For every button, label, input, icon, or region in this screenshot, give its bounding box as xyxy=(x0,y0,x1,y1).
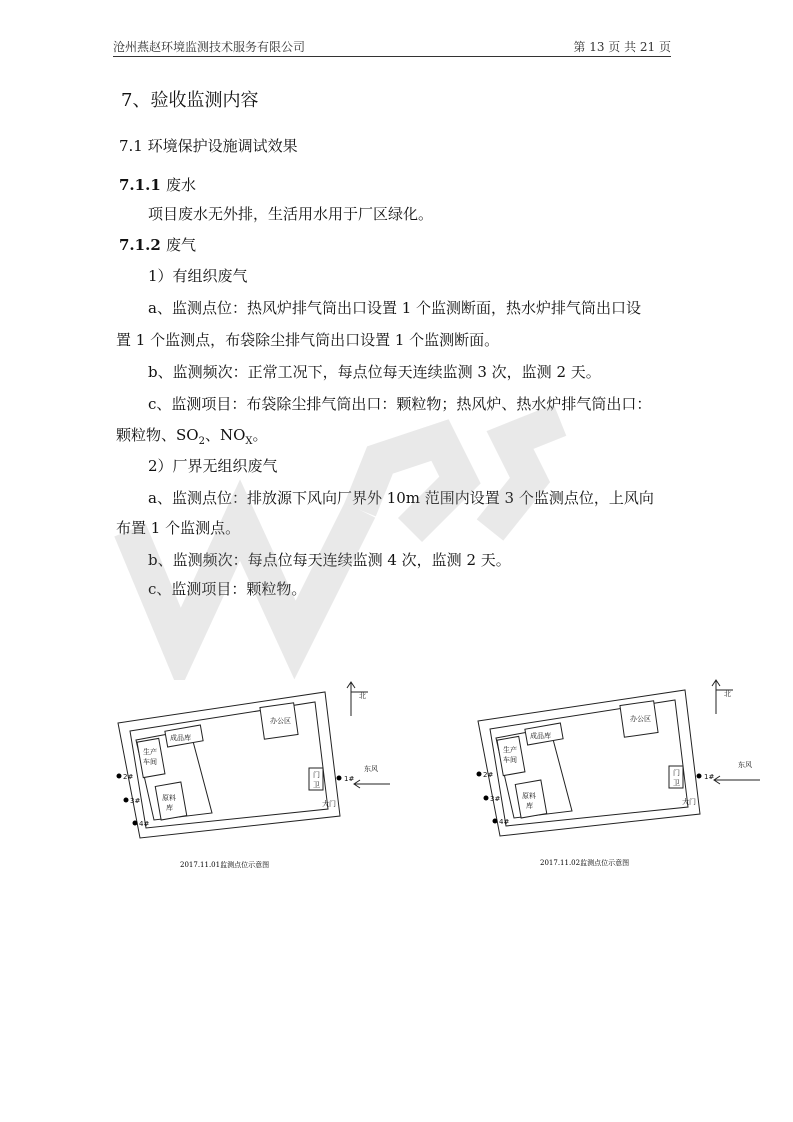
diagram-caption: 2017.11.01监测点位示意图 xyxy=(180,861,270,869)
raw-store-label-line1: 原料 xyxy=(522,792,536,800)
workshop-label-line2: 车间 xyxy=(503,756,517,764)
gate-label: 大门 xyxy=(322,800,336,808)
monitoring-point: 2# xyxy=(483,771,494,779)
organized-title: 1）有组织废气 xyxy=(148,267,248,285)
raw-store-label-line2: 库 xyxy=(166,804,173,812)
monitoring-point: 4# xyxy=(139,820,150,828)
heading-text: 废水 xyxy=(166,176,197,194)
heading-wastegas xyxy=(119,234,196,255)
fugitive-c: c、监测项目：颗粒物。 xyxy=(148,580,307,598)
diagram-caption: 2017.11.02监测点位示意图 xyxy=(540,859,630,867)
heading-number: 7.1.2 xyxy=(119,236,161,254)
text-run: 。 xyxy=(252,426,268,444)
monitoring-site-diagram-1 xyxy=(110,668,390,878)
page-header xyxy=(113,36,671,57)
subscript: X xyxy=(245,436,253,447)
monitoring-point: 3# xyxy=(130,797,141,805)
fugitive-a-line2: 布置 1 个监测点。 xyxy=(116,519,241,537)
wind-label: 东风 xyxy=(738,761,752,769)
raw-store-label-line1: 原料 xyxy=(162,794,176,802)
organized-a-line2: 置 1 个监测点，布袋除尘排气筒出口设置 1 个监测断面。 xyxy=(116,331,500,349)
monitoring-point: 2# xyxy=(123,773,134,781)
monitoring-point: 4# xyxy=(499,818,510,826)
product-store-label: 成品库 xyxy=(530,732,551,740)
north-label: 北 xyxy=(724,690,731,698)
fugitive-title: 2）厂界无组织废气 xyxy=(148,457,278,475)
wind-label: 东风 xyxy=(364,765,378,773)
heading-number: 7.1.1 xyxy=(119,176,161,194)
guard-label-line1: 门 xyxy=(673,769,680,777)
office-label: 办公区 xyxy=(630,715,651,723)
wastewater-text: 项目废水无外排，生活用水用于厂区绿化。 xyxy=(148,205,434,223)
product-store-label: 成品库 xyxy=(170,734,191,742)
text-run: 颗粒物、SO xyxy=(116,426,199,444)
wps-watermark-logo xyxy=(110,400,580,680)
organized-c-line1: c、监测项目：布袋除尘排气筒出口：颗粒物；热风炉、热水炉排气筒出口： xyxy=(148,395,652,413)
gate-label: 大门 xyxy=(682,798,696,806)
fugitive-b: b、监测频次：每点位每天连续监测 4 次，监测 2 天。 xyxy=(148,551,511,569)
subscript: 2 xyxy=(198,436,205,447)
office-label: 办公区 xyxy=(270,717,291,725)
organized-b: b、监测频次：正常工况下，每点位每天连续监测 3 次，监测 2 天。 xyxy=(148,363,601,381)
subsection-title: 7.1 环境保护设施调试效果 xyxy=(119,137,298,155)
company-name: 沧州燕赵环境监测技术服务有限公司 xyxy=(113,40,306,54)
section-title: 7、验收监测内容 xyxy=(121,90,259,111)
guard-label-line1: 门 xyxy=(313,771,320,779)
organized-a-line1: a、监测点位：热风炉排气筒出口设置 1 个监测断面，热水炉排气筒出口设 xyxy=(148,299,642,317)
workshop-label-line1: 生产 xyxy=(143,748,157,756)
guard-label-line2: 卫 xyxy=(313,781,320,789)
heading-text: 废气 xyxy=(166,236,197,254)
monitoring-site-diagram-2 xyxy=(470,666,760,876)
monitoring-point: 1# xyxy=(344,775,355,783)
workshop-label-line2: 车间 xyxy=(143,758,157,766)
fugitive-a-line1: a、监测点位：排放源下风向厂界外 10m 范围内设置 3 个监测点位，上风向 xyxy=(148,489,654,507)
raw-store-label-line2: 库 xyxy=(526,802,533,810)
text-run: 、NO xyxy=(204,426,246,444)
north-label: 北 xyxy=(359,692,366,700)
guard-label-line2: 卫 xyxy=(673,779,680,787)
monitoring-point: 1# xyxy=(704,773,715,781)
monitoring-point: 3# xyxy=(490,795,501,803)
page-number: 第 13 页 共 21 页 xyxy=(573,40,671,54)
workshop-label-line1: 生产 xyxy=(503,746,517,754)
heading-wastewater xyxy=(119,174,196,195)
